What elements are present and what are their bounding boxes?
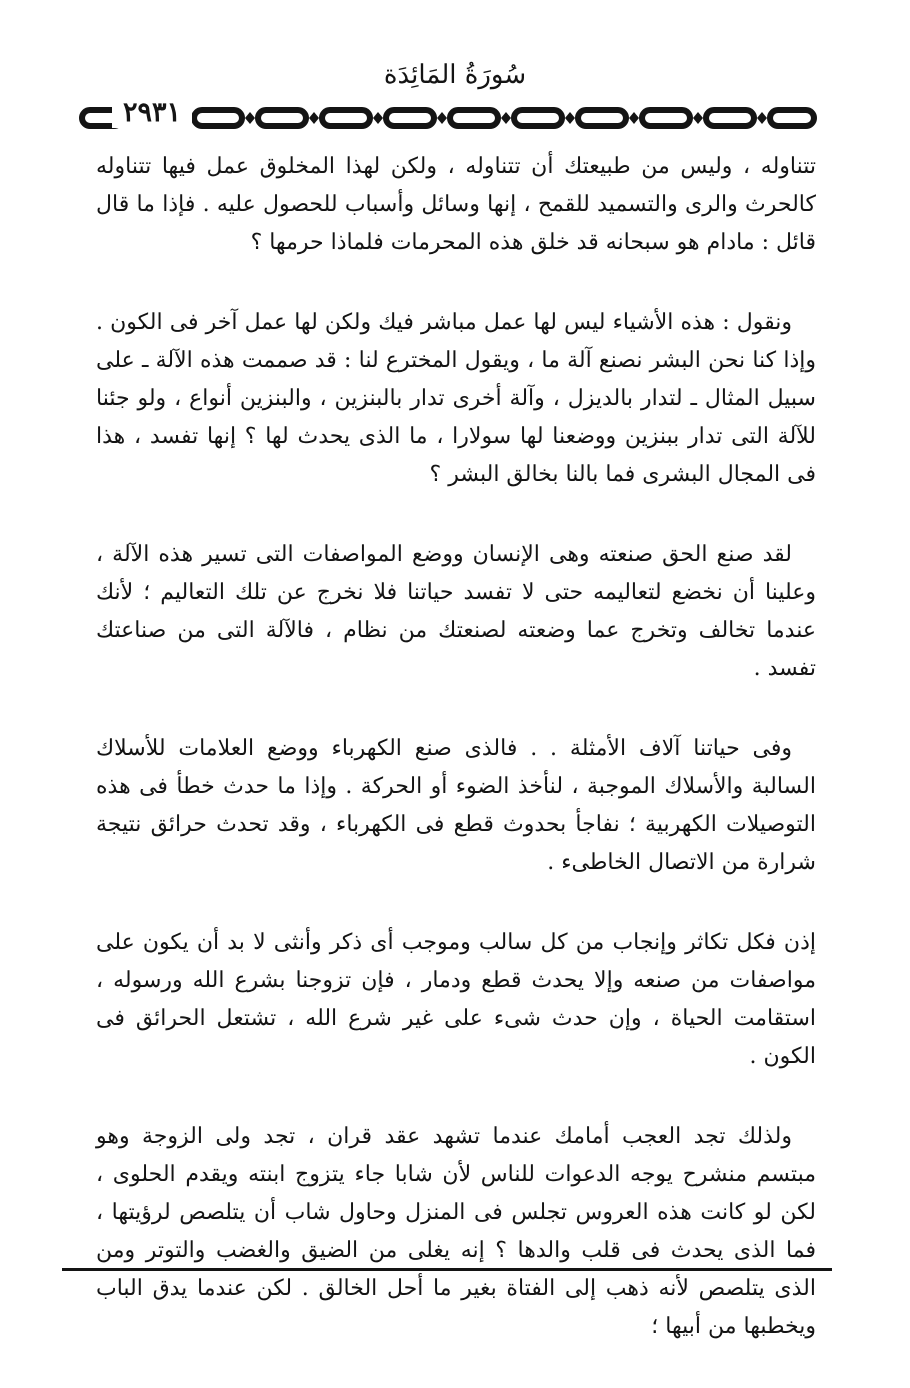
paragraph: وفى حياتنا آلاف الأمثلة . . فالذى صنع الكهرباء ووضع العلامات للأسلاك السالبة والأسلاك الموجبة ، لنأخذ الضوء أو الحركة . وإذا ما حدث خطأ فى هذه التوصيلات الكهربية ؛ نفاجأ بحدوث قطع فى الكهرباء ، وقد تحدث حرائق نتيجة شرارة من الاتصال الخاطىء . xyxy=(96,736,816,875)
paragraph: ولذلك تجد العجب أمامك عندما تشهد عقد قران ، تجد ولى الزوجة وهو مبتسم منشرح يوجه الدعوات للناس لأن شابا جاء يتزوج ابنته ويقدم الحلوى ، لكن لو كانت هذه العروس تجلس فى المنزل وحاول شاب أن يتلصص لرؤيتها ، فما الذى يحدث فى قلب والدها ؟ إنه يغلى من الضيق والغضب والتوتر ومن الذى يتلصص لأنه ذهب إلى الفتاة بغير ما أحل الخالق . لكن عندما يدق الباب ويخطبها من أبيها ؛ xyxy=(96,1124,816,1339)
body-text xyxy=(96,148,816,1388)
paragraph: تتناوله ، وليس من طبيعتك أن تتناوله ، ولكن لهذا المخلوق عمل فيها تتناوله كالحرث والرى والتسميد للقمح ، إنها وسائل وأسباب للحصول عليه . فإذا ما قال قائل : مادام هو سبحانه قد خلق هذه المحرمات فلماذا حرمها ؟ xyxy=(96,154,816,255)
surah-title: سُورَةُ المَائِدَة xyxy=(383,60,527,90)
page-number: ٢٩٣١ xyxy=(112,97,192,128)
paragraph: إذن فكل تكاثر وإنجاب من كل سالب وموجب أى ذكر وأنثى لا بد أن يكون على مواصفات من صنعه وإلا يحدث قطع ودمار ، فإن تزوجنا بشرع الله ورسوله ، استقامت الحياة ، وإن حدث شىء على غير شرع الله ، تشتعل الحرائق فى الكون . xyxy=(96,930,816,1069)
bottom-divider xyxy=(62,1268,832,1271)
paragraph: ونقول : هذه الأشياء ليس لها عمل مباشر فيك ولكن لها عمل آخر فى الكون . وإذا كنا نحن البشر نصنع آلة ما ، ويقول المخترع لنا : قد صممت هذه الآلة ـ على سبيل المثال ـ لتدار بالديزل ، وآلة أخرى تدار بالبنزين ، والبنزين أنواع ، ولو جئنا للآلة التى تدار ببنزين ووضعنا لها سولارا ، ما الذى يحدث لها ؟ إنها تفسد ، هذا فى المجال البشرى فما بالنا بخالق البشر ؟ xyxy=(96,310,816,487)
paragraph: لقد صنع الحق صنعته وهى الإنسان ووضع المواصفات التى تسير هذه الآلة ، وعلينا أن نخضع لتعاليمه حتى لا تفسد حياتنا فلا نخرج عن تلك التعاليم ؛ لأنك عندما تخالف وتخرج عما وضعته لصنعتك من نظام ، فالآلة التى من صناعتك تفسد . xyxy=(96,542,816,681)
